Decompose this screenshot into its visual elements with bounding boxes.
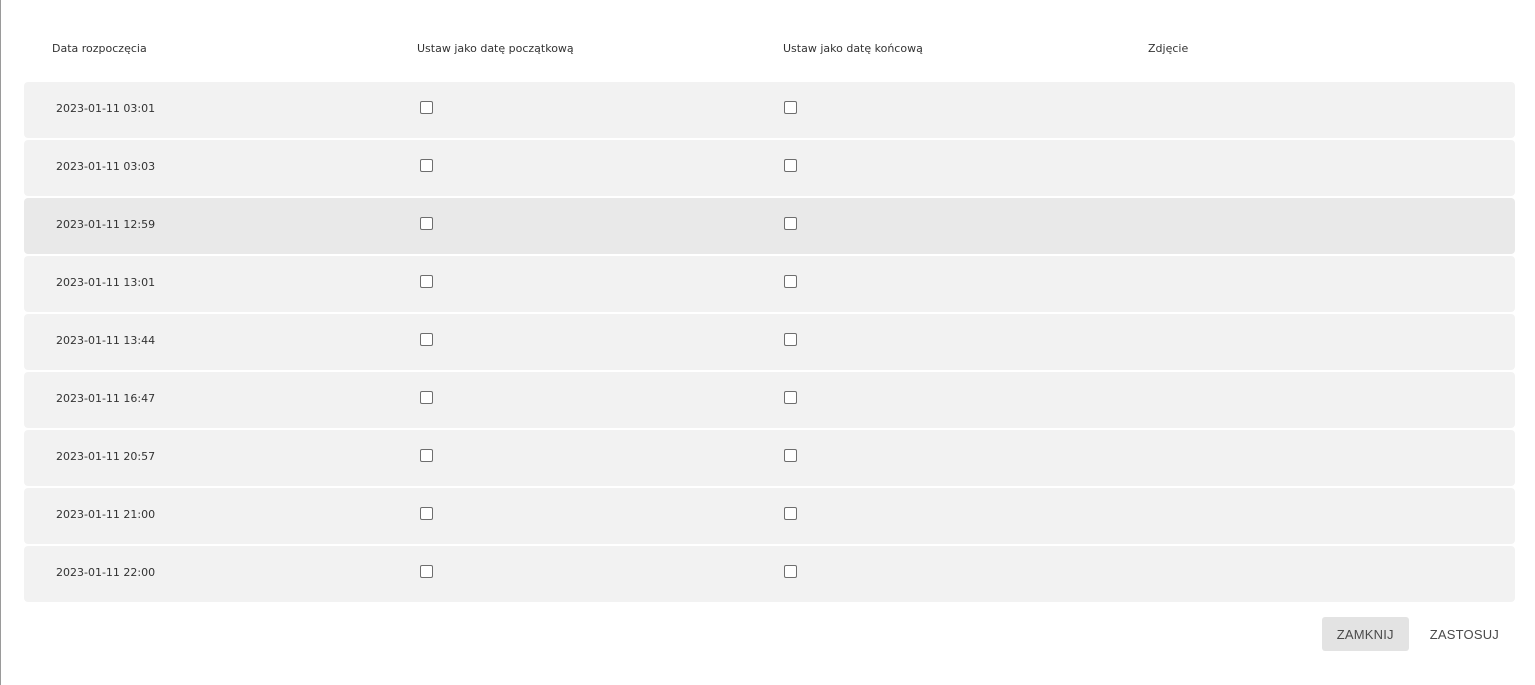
set-end-checkbox[interactable] — [784, 449, 797, 462]
row-date: 2023-01-11 13:44 — [56, 334, 156, 347]
table-header — [1, 36, 1535, 64]
row-date: 2023-01-11 03:03 — [56, 160, 156, 173]
row-photo — [1148, 82, 1448, 138]
row-date: 2023-01-11 21:00 — [56, 508, 156, 521]
set-end-checkbox[interactable] — [784, 507, 797, 520]
table-row — [24, 488, 1515, 544]
row-date: 2023-01-11 12:59 — [56, 218, 156, 231]
header-start-date: Data rozpoczęcia — [52, 42, 147, 55]
set-start-checkbox[interactable] — [420, 333, 433, 346]
set-start-checkbox[interactable] — [420, 275, 433, 288]
row-photo — [1148, 430, 1448, 486]
header-set-end: Ustaw jako datę końcową — [783, 42, 923, 55]
set-start-checkbox[interactable] — [420, 159, 433, 172]
row-date: 2023-01-11 03:01 — [56, 102, 156, 115]
row-date: 2023-01-11 22:00 — [56, 566, 156, 579]
close-button[interactable]: ZAMKNIJ — [1322, 617, 1409, 651]
row-date: 2023-01-11 16:47 — [56, 392, 156, 405]
set-end-checkbox[interactable] — [784, 101, 797, 114]
header-set-start: Ustaw jako datę początkową — [417, 42, 574, 55]
row-photo — [1148, 256, 1448, 312]
set-end-checkbox[interactable] — [784, 333, 797, 346]
set-start-checkbox[interactable] — [420, 565, 433, 578]
table-body — [24, 82, 1515, 604]
row-date: 2023-01-11 20:57 — [56, 450, 156, 463]
row-photo — [1148, 314, 1448, 370]
dialog-footer — [1322, 617, 1514, 651]
table-row — [24, 198, 1515, 254]
set-start-checkbox[interactable] — [420, 449, 433, 462]
set-end-checkbox[interactable] — [784, 217, 797, 230]
apply-button[interactable]: ZASTOSUJ — [1415, 617, 1514, 651]
set-start-checkbox[interactable] — [420, 101, 433, 114]
table-row — [24, 256, 1515, 312]
row-photo — [1148, 198, 1448, 254]
set-start-checkbox[interactable] — [420, 391, 433, 404]
row-photo — [1148, 372, 1448, 428]
row-date: 2023-01-11 13:01 — [56, 276, 156, 289]
set-end-checkbox[interactable] — [784, 565, 797, 578]
table-row — [24, 546, 1515, 602]
set-end-checkbox[interactable] — [784, 391, 797, 404]
set-start-checkbox[interactable] — [420, 507, 433, 520]
table-row — [24, 82, 1515, 138]
table-row — [24, 372, 1515, 428]
table-row — [24, 430, 1515, 486]
set-end-checkbox[interactable] — [784, 275, 797, 288]
table-row — [24, 140, 1515, 196]
row-photo — [1148, 488, 1448, 544]
header-photo: Zdjęcie — [1148, 42, 1189, 55]
set-end-checkbox[interactable] — [784, 159, 797, 172]
table-row — [24, 314, 1515, 370]
row-photo — [1148, 140, 1448, 196]
row-photo — [1148, 546, 1448, 602]
set-start-checkbox[interactable] — [420, 217, 433, 230]
